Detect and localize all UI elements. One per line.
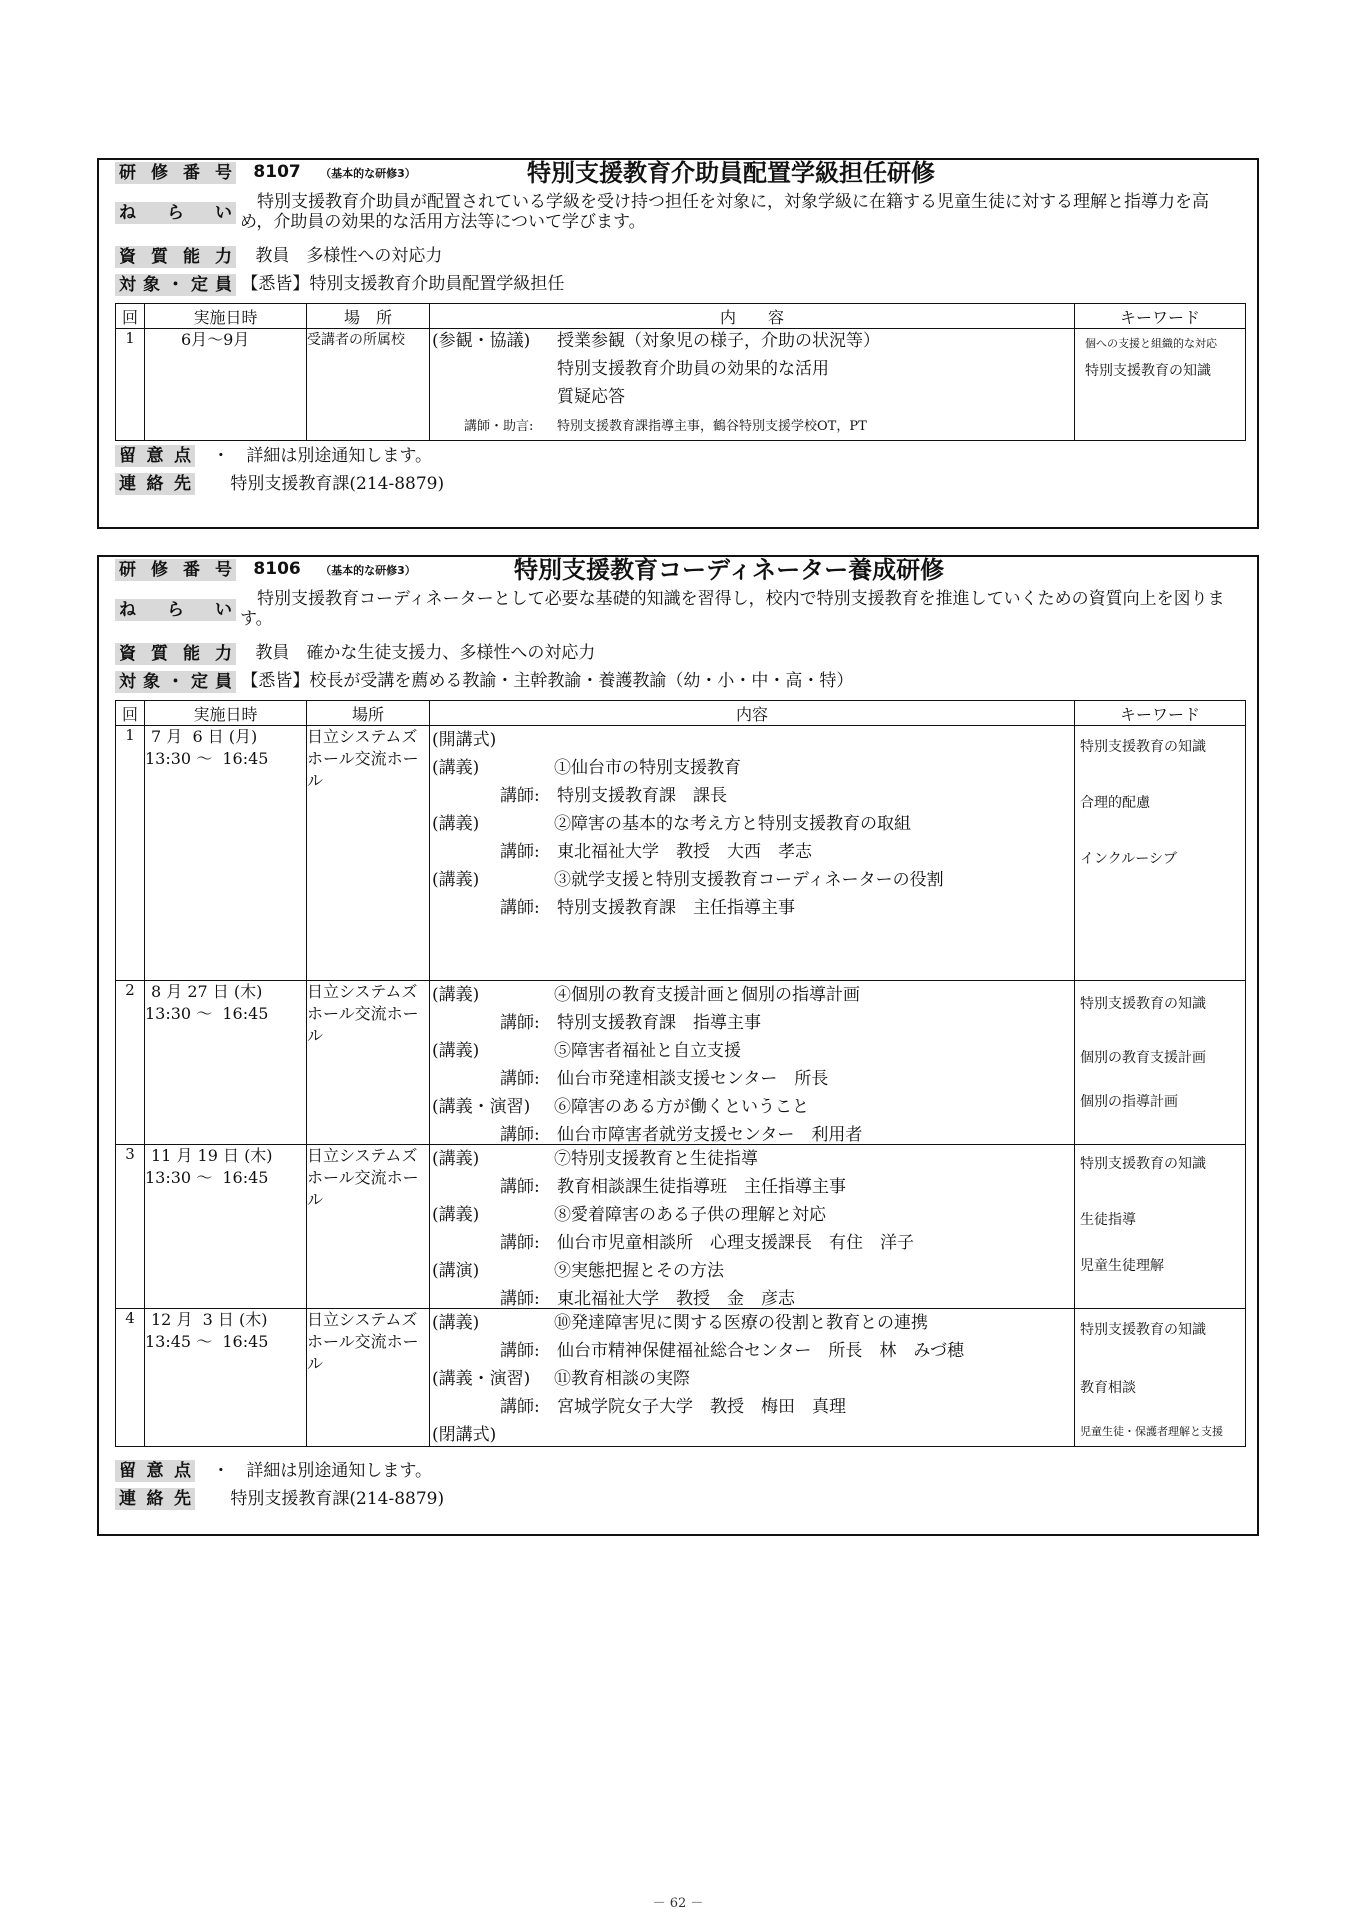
content-item: ⑧愛着障害のある子供の理解と対応 [554, 1205, 826, 1225]
session-content [430, 981, 1075, 1145]
keyword: 児童生徒・保護者理解と支援 [1080, 1425, 1223, 1438]
session-place: 受講者の所属校 [307, 329, 430, 441]
session-date-day: 7 月 6 日 (月) [151, 727, 258, 746]
keyword: 特別支援教育の知識 [1080, 1322, 1206, 1338]
lecturer-label: 講師: [500, 1233, 540, 1253]
header-kai: 回 [116, 701, 145, 726]
content-item: ⑩発達障害児に関する医療の役割と教育との連携 [554, 1313, 928, 1333]
session-content [430, 726, 1075, 981]
header-kai: 回 [116, 304, 145, 329]
content-type: (講義) [432, 1149, 480, 1169]
content-type: (講義) [432, 870, 480, 890]
content-type: (講演) [432, 1261, 480, 1281]
keyword: 特別支援教育の知識 [1080, 996, 1206, 1012]
target-row [115, 274, 1241, 296]
target-text: 【悉皆】校長が受講を薦める教諭・主幹教諭・養護教諭（幼・小・中・高・特） [241, 671, 854, 691]
course-8107-box [97, 158, 1259, 529]
aim-text: 特別支援教育コーディネーターとして必要な基礎的知識を習得し，校内で特別支援教育を推進していくための資質向上を図ります。 [240, 589, 1225, 629]
content-type: (講義・演習) [432, 1369, 531, 1389]
content-type: (講義・演習) [432, 1097, 531, 1117]
content-type: (講義) [432, 1205, 480, 1225]
course-level: （基本的な研修3） [320, 564, 416, 577]
session-place: 日立システムズホール交流ホール [307, 981, 430, 1145]
lecturer-label: 講師: [500, 1177, 540, 1197]
caution-text: ・ 詳細は別途通知します。 [212, 446, 433, 466]
contact-row [115, 1488, 444, 1510]
lecturer-label: 講師: [500, 786, 540, 806]
table-row [116, 726, 1246, 981]
aim-label: ねらい [115, 599, 236, 621]
keyword: 児童生徒理解 [1080, 1258, 1164, 1274]
session-date-day: 11 月 19 日 (木) [151, 1146, 273, 1165]
lecturer-label: 講師・助言: [464, 419, 534, 434]
schedule-table [115, 700, 1246, 1447]
session-date [145, 726, 307, 981]
ability-label: 資質能力 [115, 246, 236, 268]
session-date [145, 1309, 307, 1447]
session-number: 1 [116, 726, 145, 981]
lecturer-label: 講師: [500, 898, 540, 918]
session-date-day: 12 月 3 日 (木) [151, 1310, 268, 1329]
table-row [116, 1309, 1246, 1447]
session-date [145, 981, 307, 1145]
lecturer-label: 講師: [500, 1289, 540, 1309]
course-8106-box [97, 555, 1259, 1536]
keyword: 生徒指導 [1080, 1212, 1136, 1228]
ability-label: 資質能力 [115, 643, 236, 665]
lecturer-label: 講師: [500, 1125, 540, 1145]
lecturer-text: 東北福祉大学 教授 大西 孝志 [557, 842, 812, 862]
target-text: 【悉皆】特別支援教育介助員配置学級担任 [241, 274, 565, 294]
session-content [430, 329, 1075, 441]
session-content [430, 1309, 1075, 1447]
session-place: 日立システムズホール交流ホール [307, 726, 430, 981]
keyword: 教育相談 [1080, 1380, 1136, 1396]
header-date: 実施日時 [145, 304, 307, 329]
content-item: ①仙台市の特別支援教育 [554, 758, 741, 778]
course-title: 特別支援教育コーディネーター養成研修 [514, 556, 945, 584]
content-item: ②障害の基本的な考え方と特別支援教育の取組 [554, 814, 911, 834]
ability-row [115, 643, 1241, 665]
session-place: 日立システムズホール交流ホール [307, 1145, 430, 1309]
contact-label: 連絡先 [115, 473, 195, 495]
session-time: 13:30 ～ 16:45 [145, 1004, 269, 1023]
lecturer-text: 仙台市児童相談所 心理支援課長 有住 洋子 [557, 1233, 914, 1253]
session-keywords [1075, 1309, 1246, 1447]
header-keyword: キーワード [1075, 304, 1246, 329]
session-keywords [1075, 726, 1246, 981]
table-row [116, 981, 1246, 1145]
table-row [116, 329, 1246, 441]
content-item: ⑪教育相談の実際 [554, 1369, 690, 1389]
course-level: （基本的な研修3） [320, 167, 416, 180]
aim-row [115, 192, 1241, 236]
contact-label: 連絡先 [115, 1488, 195, 1510]
caution-label: 留意点 [115, 445, 195, 467]
caution-row [115, 445, 432, 467]
target-label: 対象・定員 [115, 274, 236, 296]
lecturer-text: 仙台市障害者就労支援センター 利用者 [557, 1125, 863, 1145]
ability-text: 教員 確かな生徒支援力、多様性への対応力 [255, 643, 596, 663]
lecturer-text: 特別支援教育課 課長 [557, 786, 727, 806]
course-number: 8106 [253, 559, 301, 579]
content-type: (開講式) [432, 730, 497, 750]
schedule-table [115, 303, 1246, 441]
keyword: 特別支援教育の知識 [1080, 739, 1206, 755]
keyword: 個への支援と組織的な対応 [1085, 337, 1217, 350]
lecturer-text: 仙台市発達相談支援センター 所長 [557, 1069, 829, 1089]
keyword: 特別支援教育の知識 [1085, 363, 1211, 379]
target-label: 対象・定員 [115, 671, 236, 693]
content-type: (参観・協議) [432, 331, 531, 351]
header-keyword: キーワード [1075, 701, 1246, 726]
header-place: 場 所 [307, 304, 430, 329]
lecturer-label: 講師: [500, 1397, 540, 1417]
lecturer-label: 講師: [500, 842, 540, 862]
keyword: 特別支援教育の知識 [1080, 1156, 1206, 1172]
aim-row [115, 589, 1241, 633]
lecturer-label: 講師: [500, 1069, 540, 1089]
session-time: 13:30 ～ 16:45 [145, 749, 269, 768]
lecturer-text: 特別支援教育課指導主事，鶴谷特別支援学校OT，PT [557, 419, 867, 434]
lecturer-text: 教育相談課生徒指導班 主任指導主事 [557, 1177, 846, 1197]
header-content: 内 容 [430, 304, 1075, 329]
session-date: 6月～9月 [145, 329, 307, 441]
page-number: － 62 － [652, 1896, 704, 1911]
contact-text: 特別支援教育課(214-8879) [230, 1489, 445, 1509]
content-type: (講義) [432, 1041, 480, 1061]
caution-label: 留意点 [115, 1460, 195, 1482]
session-time: 13:30 ～ 16:45 [145, 1168, 269, 1187]
session-number: 2 [116, 981, 145, 1145]
aim-label: ねらい [115, 202, 236, 224]
schedule-header [116, 304, 1246, 329]
lecturer-text: 特別支援教育課 主任指導主事 [557, 898, 795, 918]
target-row [115, 671, 1241, 693]
keyword: 個別の教育支援計画 [1080, 1050, 1206, 1066]
session-number: 4 [116, 1309, 145, 1447]
header-content: 内容 [430, 701, 1075, 726]
lecturer-label: 講師: [500, 1341, 540, 1361]
lecturer-text: 仙台市精神保健福祉総合センター 所長 林 みづ穂 [557, 1341, 964, 1361]
lecturer-text: 東北福祉大学 教授 金 彦志 [557, 1289, 795, 1309]
caution-text: ・ 詳細は別途通知します。 [212, 1461, 433, 1481]
session-keywords [1075, 329, 1246, 441]
content-item: 特別支援教育介助員の効果的な活用 [557, 359, 829, 379]
caution-row [115, 1460, 432, 1482]
content-type: (講義) [432, 758, 480, 778]
schedule-header [116, 701, 1246, 726]
ability-row [115, 246, 1241, 268]
course-number: 8107 [253, 162, 301, 182]
keyword: 合理的配慮 [1080, 795, 1150, 811]
course-number-label: 研修番号 [115, 559, 236, 581]
content-item: ⑨実態把握とその方法 [554, 1261, 724, 1281]
content-type: (講義) [432, 1313, 480, 1333]
ability-text: 教員 多様性への対応力 [255, 246, 443, 266]
keyword: インクルーシブ [1080, 851, 1178, 867]
aim-text: 特別支援教育介助員が配置されている学級を受け持つ担任を対象に，対象学級に在籍する児童生徒に対する理解と指導力を高め，介助員の効果的な活用方法等について学びます。 [240, 192, 1209, 232]
session-keywords [1075, 1145, 1246, 1309]
lecturer-text: 宮城学院女子大学 教授 梅田 真理 [557, 1397, 846, 1417]
content-type: (閉講式) [432, 1425, 497, 1445]
content-item: 授業参観（対象児の様子，介助の状況等） [557, 331, 880, 351]
keyword: 個別の指導計画 [1080, 1094, 1178, 1110]
session-place: 日立システムズホール交流ホール [307, 1309, 430, 1447]
content-item: ④個別の教育支援計画と個別の指導計画 [554, 985, 860, 1005]
lecturer-text: 特別支援教育課 指導主事 [557, 1013, 761, 1033]
lecturer-label: 講師: [500, 1013, 540, 1033]
session-date-day: 8 月 27 日 (木) [151, 982, 263, 1001]
session-keywords [1075, 981, 1246, 1145]
content-item: ⑦特別支援教育と生徒指導 [554, 1149, 758, 1169]
session-date [145, 1145, 307, 1309]
session-number: 3 [116, 1145, 145, 1309]
content-item: ⑥障害のある方が働くということ [554, 1097, 809, 1117]
content-item: ③就学支援と特別支援教育コーディネーターの役割 [554, 870, 944, 890]
header-date: 実施日時 [145, 701, 307, 726]
session-time: 13:45 ～ 16:45 [145, 1332, 269, 1351]
content-type: (講義) [432, 814, 480, 834]
course-title: 特別支援教育介助員配置学級担任研修 [527, 159, 935, 187]
content-item: ⑤障害者福祉と自立支援 [554, 1041, 741, 1061]
table-row [116, 1145, 1246, 1309]
session-content [430, 1145, 1075, 1309]
content-type: (講義) [432, 985, 480, 1005]
header-place: 場所 [307, 701, 430, 726]
contact-row [115, 473, 444, 495]
session-number: 1 [116, 329, 145, 441]
contact-text: 特別支援教育課(214-8879) [230, 474, 445, 494]
content-item: 質疑応答 [557, 387, 625, 407]
course-number-label: 研修番号 [115, 162, 236, 184]
